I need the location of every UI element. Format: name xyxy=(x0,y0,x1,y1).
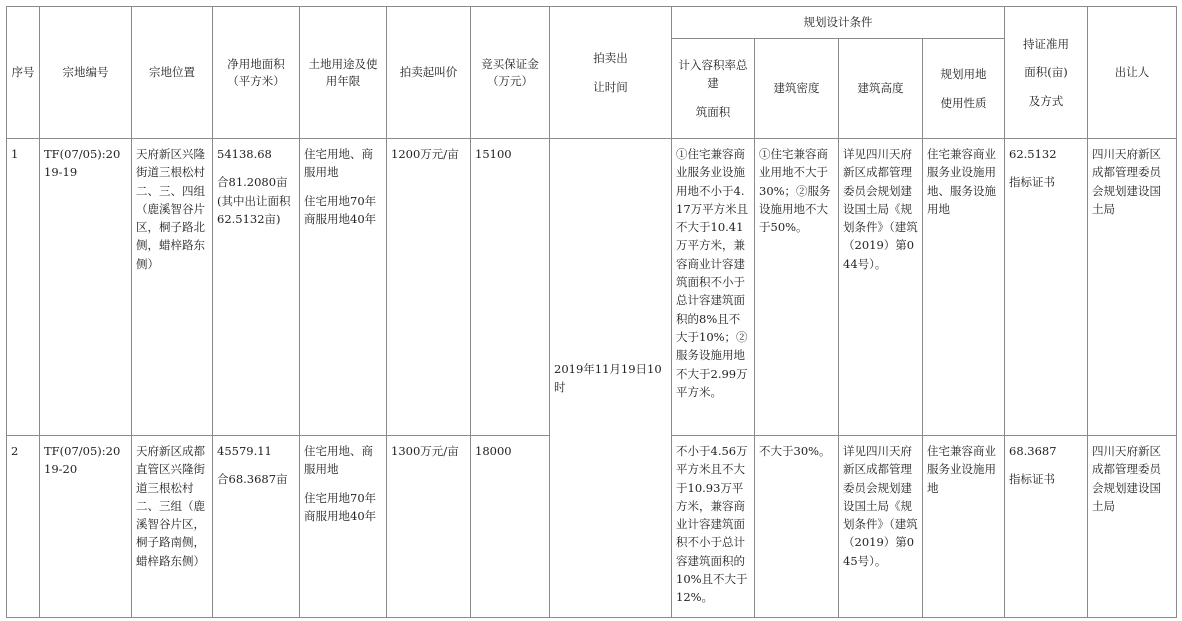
row1-price: 1200万元/亩 xyxy=(387,139,471,436)
row1-height: 详见四川天府新区成都管理委员会规划建设国土局《规划条件》（建筑（2019）第044号）。 xyxy=(839,139,923,436)
row2-term: 住宅用地70年商服用地40年 xyxy=(304,490,377,523)
row2-area-cell xyxy=(213,436,300,618)
header-quota-line3: 及方式 xyxy=(1028,93,1064,108)
header-planned-use-line2: 使用性质 xyxy=(940,95,987,110)
row2-deposit: 18000 xyxy=(471,436,550,618)
row1-quota-method: 指标证书 xyxy=(1009,175,1055,190)
header-row-1 xyxy=(7,7,1177,39)
header-planned-use-line1: 规划用地 xyxy=(940,67,987,82)
header-density: 建筑密度 xyxy=(755,39,839,139)
row1-transferor: 四川天府新区成都管理委员会规划建设国土局 xyxy=(1088,139,1177,436)
row2-parcel-no: TF(07/05):2019-20 xyxy=(40,436,132,618)
row2-use: 住宅用地、商服用地 xyxy=(304,444,373,477)
header-net-area: 净用地面积（平方米） xyxy=(213,7,300,139)
header-seq: 序号 xyxy=(7,7,40,139)
row2-location: 天府新区成都直管区兴隆街道三根松村二、三组（鹿溪智谷片区，桐子路南侧，蜡梓路东侧） xyxy=(132,436,213,618)
header-auction-time xyxy=(550,7,672,139)
row2-seq: 2 xyxy=(7,436,40,618)
header-far-line1: 计入容积率总建 xyxy=(678,58,748,91)
row2-area: 45579.11 xyxy=(217,444,272,458)
row1-area-note: 合81.2080亩(其中出让面积62.5132亩) xyxy=(217,175,291,226)
row2-height: 详见四川天府新区成都管理委员会规划建设国土局《规划条件》（建筑（2019）第045号）。 xyxy=(839,436,923,618)
header-location: 宗地位置 xyxy=(132,7,213,139)
header-height: 建筑高度 xyxy=(839,39,923,139)
header-quota-line2: 面积(亩) xyxy=(1024,65,1068,80)
table-row xyxy=(7,139,1177,436)
row2-land-use-cell xyxy=(300,436,387,618)
auction-time: 2019年11月19日10时 xyxy=(550,139,672,618)
row1-parcel-no: TF(07/05):2019-19 xyxy=(40,139,132,436)
row1-location: 天府新区兴隆街道三根松村二、三、四组（鹿溪智谷片区，桐子路北侧，蜡梓路东侧） xyxy=(132,139,213,436)
header-parcel-no: 宗地编号 xyxy=(40,7,132,139)
header-start-price: 拍卖起叫价 xyxy=(387,7,471,139)
row2-price: 1300万元/亩 xyxy=(387,436,471,618)
row1-quota-cell xyxy=(1005,139,1088,436)
row1-use: 住宅用地、商服用地 xyxy=(304,147,373,180)
row1-quota-area: 62.5132 xyxy=(1009,147,1057,161)
header-quota xyxy=(1005,7,1088,139)
header-auction-time-line2: 让时间 xyxy=(593,79,628,94)
row2-transferor: 四川天府新区成都管理委员会规划建设国土局 xyxy=(1088,436,1177,618)
row1-term: 住宅用地70年商服用地40年 xyxy=(304,193,377,226)
row1-area-cell xyxy=(213,139,300,436)
header-planned-use xyxy=(923,39,1005,139)
row1-far: ①住宅兼容商业服务业设施用地不小于4.17万平方米且不大于10.41万平方米，兼容商业计容建筑面积不小于总计容建筑面积的8%且不大于10%；②服务设施用地不大于2.99万平方米。 xyxy=(672,139,755,436)
header-quota-line1: 持证准用 xyxy=(1023,37,1069,52)
row2-far: 不小于4.56万平方米且不大于10.93万平方米，兼容商业计容建筑面积不小于总计容建筑面积的10%且不大于12%。 xyxy=(672,436,755,618)
row1-deposit: 15100 xyxy=(471,139,550,436)
row1-land-use-cell xyxy=(300,139,387,436)
header-far xyxy=(672,39,755,139)
row1-seq: 1 xyxy=(7,139,40,436)
row2-quota-method: 指标证书 xyxy=(1009,472,1055,487)
row2-quota-area: 68.3687 xyxy=(1009,444,1057,458)
header-auction-time-line1: 拍卖出 xyxy=(593,51,628,66)
header-land-use: 土地用途及使用年限 xyxy=(300,7,387,139)
row2-area-note: 合68.3687亩 xyxy=(217,472,288,487)
row2-planned-use: 住宅兼容商业服务业设施用地 xyxy=(923,436,1005,618)
row2-quota-cell xyxy=(1005,436,1088,618)
row2-density: 不大于30%。 xyxy=(755,436,839,618)
header-planning-conditions: 规划设计条件 xyxy=(672,7,1005,39)
header-far-line2: 筑面积 xyxy=(695,104,731,119)
row1-density: ①住宅兼容商业用地不大于30%；②服务设施用地不大于50%。 xyxy=(755,139,839,436)
row1-area: 54138.68 xyxy=(217,147,272,161)
header-deposit: 竞买保证金（万元） xyxy=(471,7,550,139)
row1-planned-use: 住宅兼容商业服务业设施用地、服务设施用地 xyxy=(923,139,1005,436)
land-auction-table xyxy=(6,6,1177,618)
header-transferor: 出让人 xyxy=(1088,7,1177,139)
